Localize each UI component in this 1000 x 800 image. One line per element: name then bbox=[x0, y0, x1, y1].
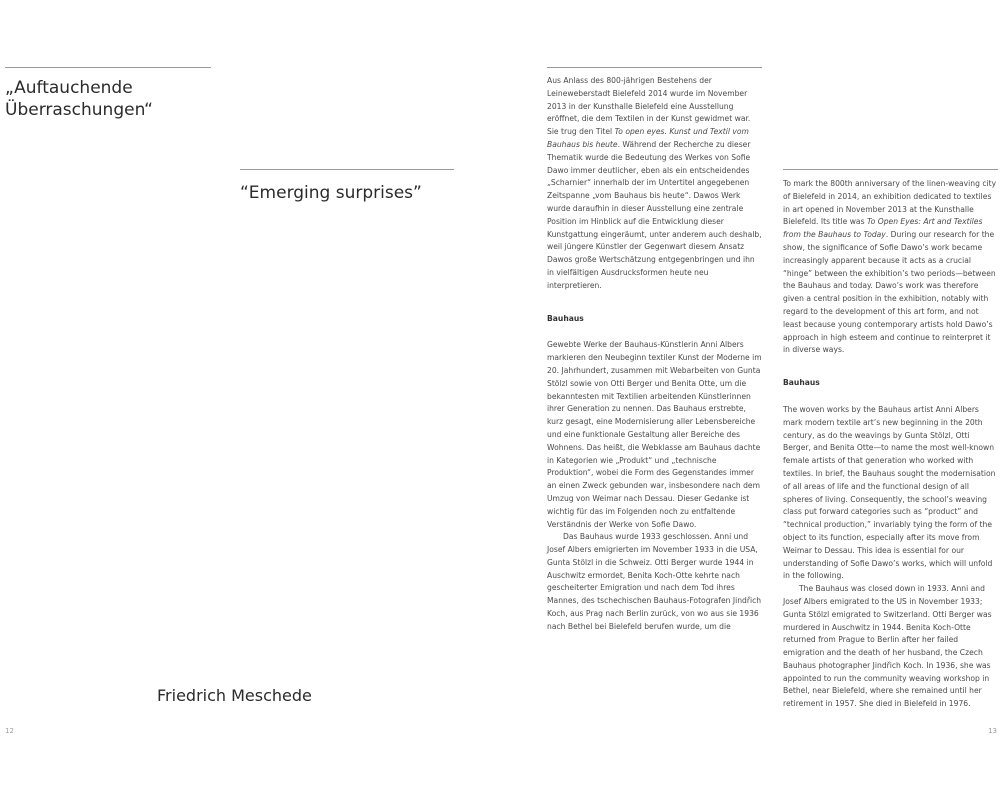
title-english: “Emerging surprises” bbox=[240, 183, 422, 203]
english-exhibition-title: To Open Eyes: Art and Textiles from the Bauhaus to Today bbox=[783, 217, 983, 240]
english-column bbox=[783, 178, 998, 711]
german-intro-before: Aus Anlass des 800-jährigen Bestehens der Leineweberstadt Bielefeld 2014 wurde im November 2013 in der Kunsthalle Bielefeld eine Ausstellung eröffnet, die dem Textilen in der Kunst gewidmet war. Sie trug den Titel bbox=[547, 76, 751, 137]
english-paragraph-2: The Bauhaus was closed down in 1933. Anni and Josef Albers emigrated to the US in November 1933; Gunta Stölzl emigrated to Switzerland. Otti Berger was murdered in Auschwitz in 1944. Benita Koch-Otte returned from Prague to Berlin after her failed emigration and the death of her husband, the Czech Bauhaus photographer Jindřich Koch. In 1936, she was appointed to run the community weaving workshop in Bethel, near Bielefeld, where she remained until her retirement in 1957. She died in Bielefeld in 1976. bbox=[783, 584, 992, 709]
german-paragraph-1: Gewebte Werke der Bauhaus-Künstlerin Anni Albers markieren den Neubeginn textiler Kunst der Moderne im 20. Jahrhundert, zusammen mit Webarbeiten von Gunta Stölzl sowie von Otti Berger und Benita Otte, um die bekanntesten mit Textilien arbeitenden Künstlerinnen ihrer Generation zu nennen. Das Bauhaus erstrebte, kurz gesagt, eine Modernisierung aller Lebensbereiche und eine funktionale Gestaltung aller Bereiche des Wohnens. Das heißt, die Webklasse am Bauhaus dachte in Kategorien wie „Produkt“ und „technische Produktion“, wobei die Form des Gegenstandes immer an einen Zweck gebunden war, insbesondere nach dem Umzug von Weimar nach Dessau. Dieser Gedanke ist wichtig für das im Folgenden noch zu entfaltende Verständnis der Werke von Sofie Dawo. bbox=[547, 340, 762, 529]
title-german: „Auftauchende Überraschungen“ bbox=[5, 78, 153, 120]
german-intro-after: . Während der Recherche zu dieser Thematik wurde die Bedeutung des Werkes von Sofie Dawo immer deutlicher, eben als ein entscheidendes „Scharnier“ innerhalb der im Untertitel angegebenen Zeitspanne „vom Bauhaus bis heute“. Dawos Werk wurde daraufhin in dieser Ausstellung eine zentrale Position im Hinblick auf die Entwicklung dieser Kunstgattung eingeräumt, unter anderem auch deshalb, weil jüngere Künstler der Gegenwart diesem Ansatz Dawos große Wertschätzung entgegenbringen und ihn in vielfältigen Ausdrucksformen heute neu interpretieren. bbox=[547, 139, 762, 290]
english-intro bbox=[783, 178, 998, 357]
rule-title-de bbox=[5, 67, 211, 68]
german-exhibition-title: To open eyes. Kunst und Textil vom Bauhaus bis heute bbox=[547, 127, 749, 149]
author-name: Friedrich Meschede bbox=[157, 686, 312, 705]
german-column bbox=[547, 75, 762, 634]
rule-german-column bbox=[547, 67, 762, 68]
german-heading-bauhaus: Bauhaus bbox=[547, 313, 584, 323]
english-intro-after: . During our research for the show, the significance of Sofie Dawo’s work became increasingly apparent because it acts as a crucial “hinge” between the exhibition’s two periods—between the Bauhaus and today. Dawo’s work was therefore given a central position in the exhibition, notably with regard to the development of this art form, and not least because young contemporary artists hold Dawo’s approach in high esteem and continue to reinterpret it in diverse ways. bbox=[783, 230, 996, 355]
page-number-left: 12 bbox=[5, 727, 14, 735]
english-paragraph-1: The woven works by the Bauhaus artist Anni Albers mark modern textile art’s new beginning in the 20th century, as do the weavings by Gunta Stölzl, Otti Berger, and Benita Otte—to name the most well-known female artists of that generation who worked with textiles. In brief, the Bauhaus sought the modernisation of all areas of life and the functional design of all spheres of living. Consequently, the school’s weaving class put forward categories such as “product” and “technical production,” invariably tying the form of the object to its function, especially after its move from Weimar to Dessau. This idea is essential for our understanding of Sofie Dawo’s works, which will unfold in the following. bbox=[783, 404, 996, 581]
rule-english-column bbox=[783, 169, 998, 170]
german-paragraph-2: Das Bauhaus wurde 1933 geschlossen. Anni und Josef Albers emigrierten im November 1933 in die USA, Gunta Stölzl in die Schweiz. Otti Berger wurde 1944 in Auschwitz ermordet, Benita Koch-Otte kehrte nach gescheiterter Emigration und nach dem Tod ihres Mannes, des tschechischen Bauhaus-Fotografen Jindřich Koch, aus Prag nach Berlin zurück, von wo aus sie 1936 nach Bethel bei Bielefeld berufen wurde, um die bbox=[547, 532, 762, 631]
german-intro bbox=[547, 75, 762, 293]
english-intro-before: To mark the 800th anniversary of the linen-weaving city of Bielefeld in 2014, an exhibition dedicated to textiles in art opened in November 2013 at the Kunsthalle Bielefeld. Its title was bbox=[783, 179, 997, 227]
english-heading-bauhaus: Bauhaus bbox=[783, 378, 820, 388]
rule-title-en bbox=[240, 169, 454, 170]
page-number-right: 13 bbox=[988, 727, 997, 735]
